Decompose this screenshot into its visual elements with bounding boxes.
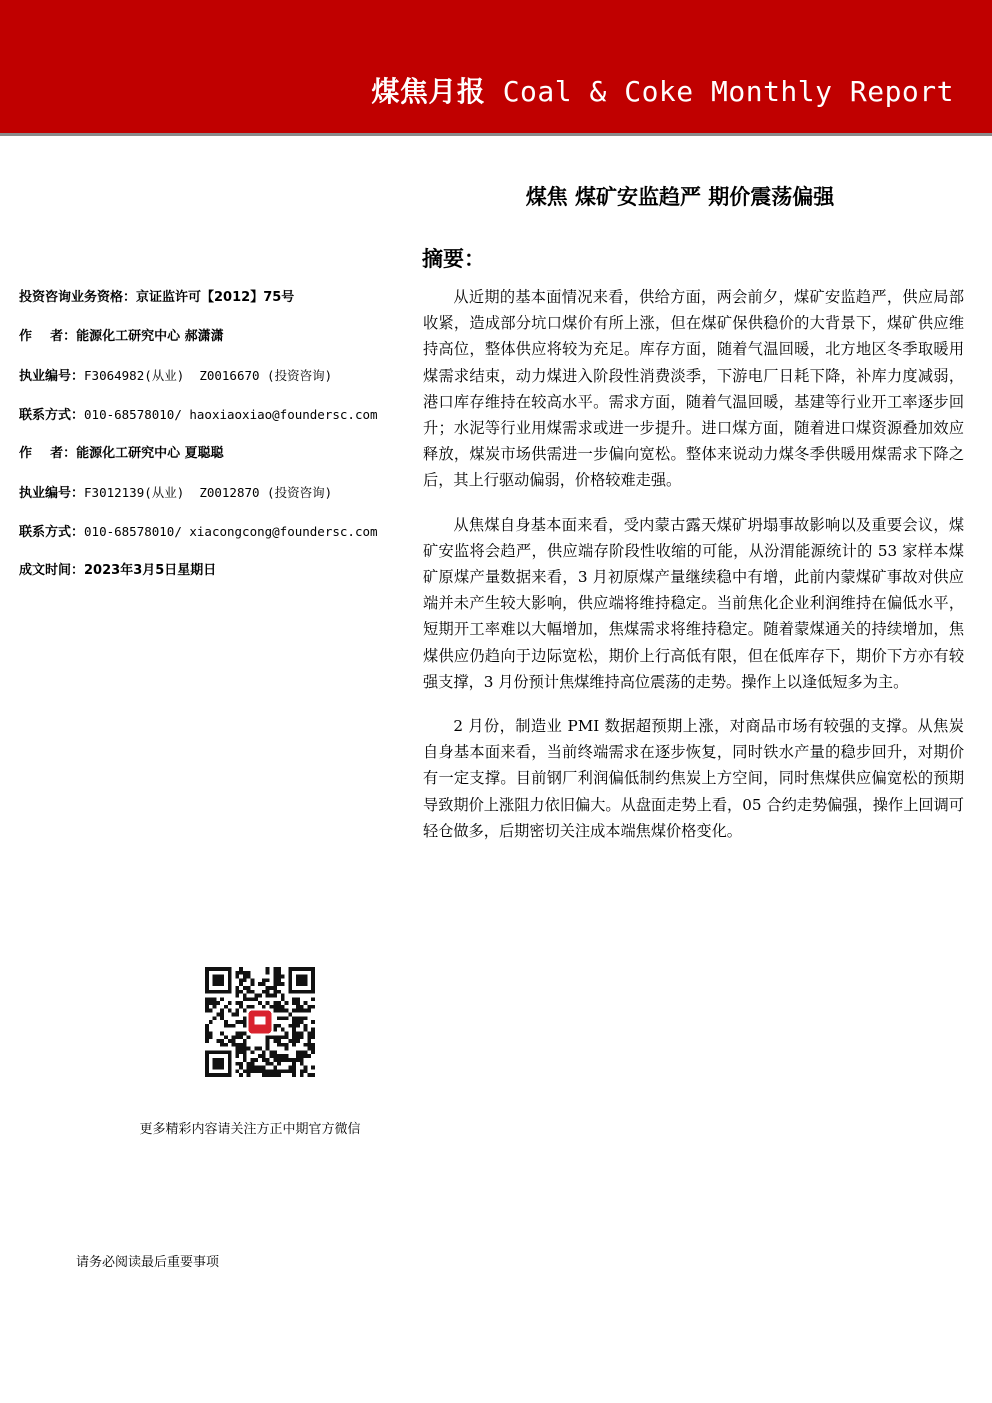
report-series-title-cn: 煤焦月报 — [371, 75, 486, 108]
summary-paragraph: 2 月份，制造业 PMI 数据超预期上涨，对商品市场有较强的支撑。从焦炭自身基本面来看，当前终端需求在逐步恢复，同时铁水产量的稳步回升，对期价有一定支撑。目前钢厂利润偏低制约焦炭上方空间，同时焦煤供应偏宽松的预期导致期价上涨阻力依旧偏大。从盘面走势上看，05 合约走势偏强，操作上回调可轻仓做多，后期密切关注成本端焦煤价格变化。 — [423, 717, 964, 840]
disclaimer-note: 请务必阅读最后重要事项 — [76, 1255, 220, 1270]
info-label: 投资咨询业务资格： — [19, 290, 137, 305]
author-info-sidebar — [19, 288, 409, 600]
info-row-date — [19, 561, 409, 581]
summary-paragraph: 从近期的基本面情况来看，供给方面，两会前夕，煤矿安监趋严，供应局部收紧，造成部分坑口煤价有所上涨，但在煤矿保供稳价的大背景下，煤矿供应维持高位，整体供应将较为充足。库存方面，随着气温回暖，北方地区冬季取暖用煤需求结束，动力煤进入阶段性消费淡季，下游电厂日耗下降，补库力度减弱，港口库存维持在较高水平。需求方面，随着气温回暖，基建等行业开工率逐步回升；水泥等行业用煤需求或进一步提升。进口煤方面，随着进口煤资源叠加效应释放，煤炭市场供需进一步偏向宽松。整体来说动力煤冬季供暖用煤需求下降之后，其上行驱动偏弱，价格较难走强。 — [423, 288, 964, 490]
summary-paragraph: 从焦煤自身基本面来看，受内蒙古露天煤矿坍塌事故影响以及重要会议，煤矿安监将会趋严，供应端存阶段性收缩的可能，从汾渭能源统计的 53 家样本煤矿原煤产量数据来看，3 月初原煤产量继续稳中有增，此前内蒙煤矿事故对供应端并未产生较大影响，供应端将维持稳定。当前焦化企业利润维持在偏低水平，短期开工率难以大幅增加，焦煤需求将维持稳定。随着蒙煤通关的持续增加，焦煤供应仍趋向于边际宽松，期价上行高低有限，但在低库存下，期价下方亦有较强支撑，3 月份预计焦煤维持高位震荡的走势。操作上以逢低短多为主。 — [423, 515, 964, 691]
info-label: 作 者： — [19, 329, 77, 344]
info-value: 能源化工研究中心 郝潇潇 — [76, 329, 224, 344]
info-label: 作 者： — [19, 446, 77, 461]
info-row-license-number — [19, 366, 409, 386]
report-header-banner — [0, 0, 992, 133]
info-row-author — [19, 327, 409, 347]
wechat-qr-code[interactable] — [205, 967, 315, 1077]
info-value: 京证监许可【2012】75号 — [136, 290, 295, 305]
info-label: 联系方式： — [19, 525, 85, 540]
info-label: 执业编号： — [19, 486, 85, 501]
info-row-contact — [19, 405, 409, 425]
info-label: 成文时间： — [19, 563, 85, 578]
info-value: F3064982(从业) Z0016670 (投资咨询) — [84, 368, 333, 383]
info-value: 010-68578010/ haoxiaoxiao@foundersc.com — [84, 407, 378, 422]
report-series-title-en: Coal & Coke Monthly Report — [502, 75, 954, 108]
info-label: 联系方式： — [19, 408, 85, 423]
report-title: 煤焦 煤矿安监趋严 期价震荡偏强 — [525, 185, 835, 209]
info-row-contact — [19, 522, 409, 542]
report-series-title — [371, 70, 954, 110]
info-value: 010-68578010/ xiacongcong@foundersc.com — [84, 524, 378, 539]
info-label: 执业编号： — [19, 369, 85, 384]
info-value: F3012139(从业) Z0012870 (投资咨询) — [84, 485, 333, 500]
info-row-license-number — [19, 483, 409, 503]
info-value: 能源化工研究中心 夏聪聪 — [76, 446, 224, 461]
summary-heading: 摘要： — [422, 247, 485, 271]
info-row-license — [19, 288, 409, 308]
info-row-author — [19, 444, 409, 464]
summary-body — [423, 284, 964, 862]
header-divider — [0, 133, 992, 136]
qr-caption: 更多精彩内容请关注方正中期官方微信 — [139, 1122, 361, 1137]
info-value: 2023年3月5日星期日 — [84, 563, 217, 578]
